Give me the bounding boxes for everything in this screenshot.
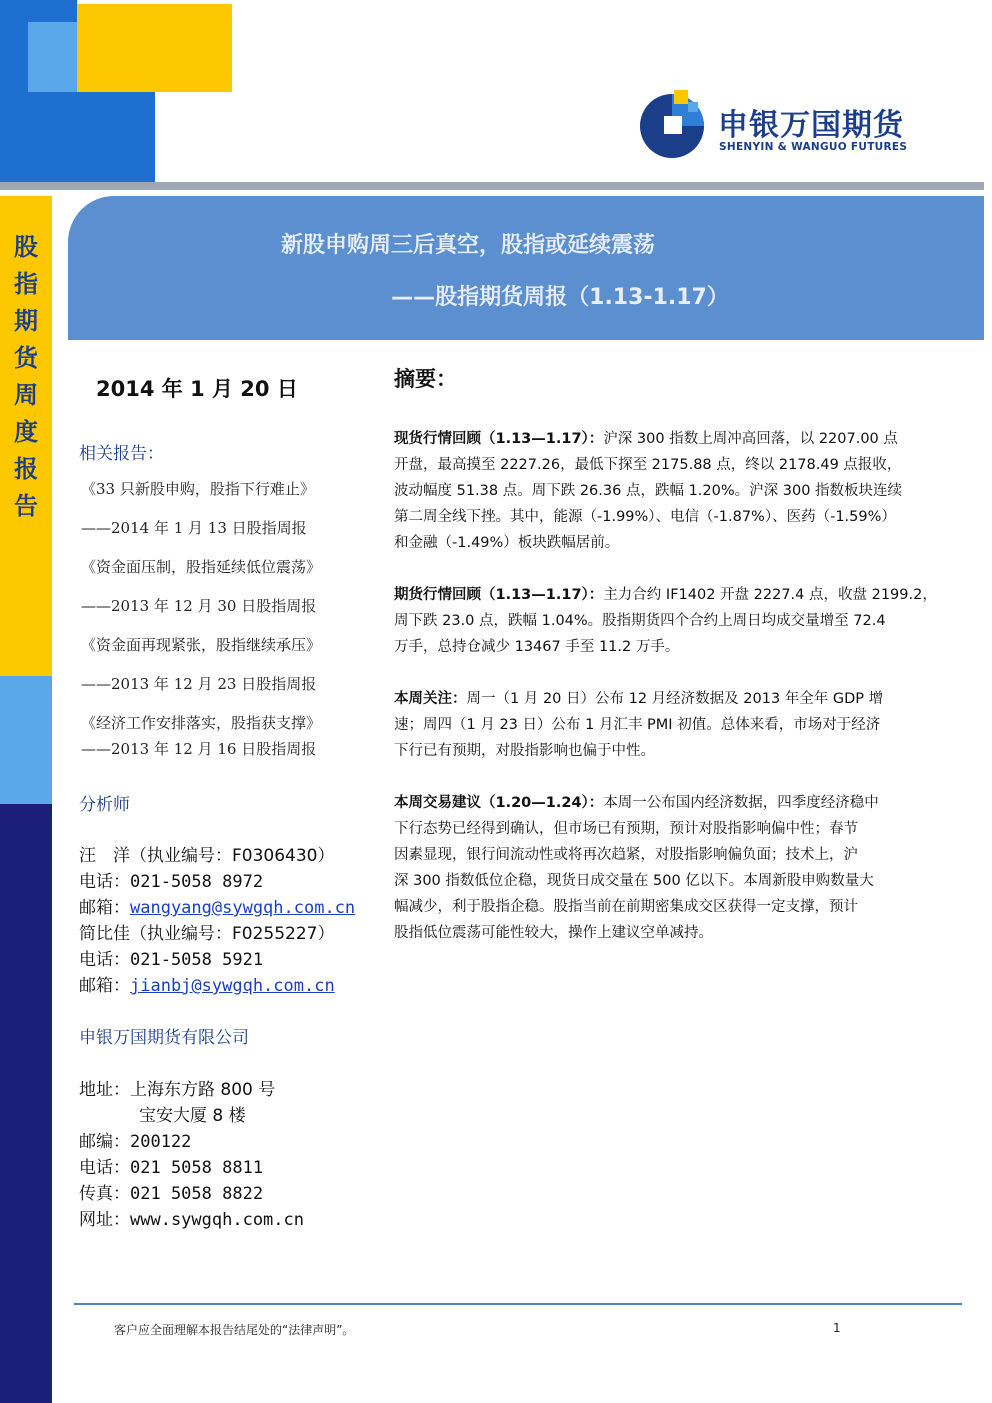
abstract-paragraph-focus	[394, 686, 960, 764]
report-subtitle: ——股指期货周报（1.13-1.17）	[391, 285, 729, 310]
email-label: 邮箱：	[79, 976, 130, 996]
paragraph-heading: 现货行情回顾（1.13—1.17）：	[394, 431, 604, 447]
abstract-heading: 摘要：	[394, 367, 457, 391]
company-website	[79, 1205, 304, 1230]
header-divider	[0, 182, 984, 190]
email-label: 邮箱：	[79, 898, 130, 918]
paragraph-line	[394, 686, 960, 712]
abstract-paragraph-futures	[394, 582, 960, 660]
paragraph-heading: 期货行情回顾（1.13—1.17）：	[394, 587, 604, 603]
company-name: 申银万国期货有限公司	[79, 1028, 249, 1048]
related-report-date: ——2013 年 12 月 23 日股指周报	[81, 675, 317, 693]
related-report-link[interactable]: 《资金面再现紧张，股指继续承压》	[81, 636, 322, 654]
company-zip	[79, 1127, 191, 1152]
paragraph-line: 深 300 指数低位企稳，现货日成交量在 500 亿以下。本周新股申购数量大	[394, 873, 874, 889]
sidebar-char: 货	[14, 343, 38, 372]
analyst-1-name: 汪 洋（执业编号：F0306430）	[79, 846, 335, 866]
company-address	[79, 1075, 275, 1100]
analyst-2-phone	[79, 945, 263, 970]
fax-value: 021 5058 8822	[130, 1184, 264, 1204]
analysts-heading: 分析师	[79, 795, 130, 815]
paragraph-line: 速；周四（1 月 23 日）公布 1 月汇丰 PMI 初值。总体来看，市场对于经济	[394, 717, 881, 733]
paragraph-heading: 本周关注：	[394, 691, 467, 707]
company-phone	[79, 1153, 263, 1178]
abstract-paragraph-spot	[394, 426, 960, 556]
address-line-1: 上海东方路 800 号	[130, 1080, 276, 1100]
zip-value: 200122	[130, 1132, 192, 1152]
sidebar-light-band	[0, 676, 52, 804]
related-report-link[interactable]: 《33 只新股申购，股指下行难止》	[81, 480, 315, 498]
fax-label: 传真：	[79, 1184, 130, 1204]
phone-label: 电话：	[79, 872, 130, 892]
sidebar-char: 报	[14, 454, 38, 483]
company-fax	[79, 1179, 263, 1204]
paragraph-line: 第二周全线下挫。其中，能源（-1.99%）、电信（-1.87%）、医药（-1.59%）	[394, 509, 896, 525]
phone-label: 电话：	[79, 1158, 130, 1178]
sidebar-char: 指	[14, 269, 38, 298]
line-text: 主力合约 IF1402 开盘 2227.4 点，收盘 2199.2，	[603, 587, 937, 603]
paragraph-line: 波动幅度 51.38 点。周下跌 26.36 点，跌幅 1.20%。沪深 300 指数板块连续	[394, 483, 903, 499]
footer-divider	[74, 1303, 962, 1305]
company-logo-icon	[638, 88, 710, 160]
sidebar-dark-band	[0, 804, 52, 1403]
sidebar-char: 股	[14, 232, 38, 261]
page-number: 1	[833, 1321, 841, 1335]
phone-value: 021-5058 5921	[130, 950, 264, 970]
paragraph-line: 开盘，最高摸至 2227.26，最低下探至 2175.88 点，终以 2178.49 点报收，	[394, 457, 902, 473]
paragraph-line: 万手，总持仓减少 13467 手至 11.2 万手。	[394, 639, 680, 655]
footer-disclaimer: 客户应全面理解本报告结尾处的“法律声明”。	[114, 1323, 355, 1337]
corner-block-light-blue	[28, 22, 77, 92]
analyst-2-email	[79, 971, 335, 996]
paragraph-line: 下行态势已经得到确认，但市场已有预期，预计对股指影响偏中性；春节	[394, 821, 858, 837]
paragraph-line: 幅减少，利于股指企稳。股指当前在前期密集成交区获得一定支撑，预计	[394, 899, 858, 915]
abstract-paragraph-advice	[394, 790, 960, 946]
company-logo-name: 申银万国期货	[718, 108, 904, 143]
email-link[interactable]: wangyang@sywgqh.com.cn	[130, 898, 356, 918]
paragraph-line	[394, 790, 960, 816]
line-text: 周一（1 月 20 日）公布 12 月经济数据及 2013 年全年 GDP 增	[466, 691, 884, 707]
related-report-date: ——2014 年 1 月 13 日股指周报	[81, 519, 307, 537]
analyst-1-phone	[79, 867, 263, 892]
related-report-link[interactable]: 《资金面压制，股指延续低位震荡》	[81, 558, 322, 576]
paragraph-line: 股指低位震荡可能性较大，操作上建议空单减持。	[394, 925, 713, 941]
corner-block-blue-lower	[77, 92, 155, 183]
paragraph-line: 下行已有预期，对股指影响也偏于中性。	[394, 743, 655, 759]
paragraph-line: 周下跌 23.0 点，跌幅 1.04%。股指期货四个合约上周日均成交量增至 72.4	[394, 613, 886, 629]
phone-label: 电话：	[79, 950, 130, 970]
report-date: 2014 年 1 月 20 日	[96, 377, 298, 401]
analyst-1-email	[79, 893, 355, 918]
analyst-2-name: 简比佳（执业编号：F0255227）	[79, 924, 335, 944]
sidebar-char: 期	[14, 306, 38, 335]
company-logo-english: SHENYIN & WANGUO FUTURES	[719, 141, 908, 153]
report-title: 新股申购周三后真空，股指或延续震荡	[280, 233, 655, 258]
phone-value: 021-5058 8972	[130, 872, 264, 892]
phone-value: 021 5058 8811	[130, 1158, 264, 1178]
website-link[interactable]: www.sywgqh.com.cn	[130, 1210, 304, 1230]
title-banner	[68, 196, 984, 340]
related-report-date: ——2013 年 12 月 16 日股指周报	[81, 740, 317, 758]
corner-block-yellow	[77, 4, 232, 92]
line-text: 沪深 300 指数上周冲高回落，以 2207.00 点	[603, 431, 898, 447]
related-reports-heading: 相关报告：	[79, 444, 164, 464]
paragraph-line	[394, 582, 960, 608]
address-line-2: 宝安大厦 8 楼	[139, 1106, 246, 1126]
related-report-link[interactable]: 《经济工作安排落实，股指获支撑》	[81, 714, 322, 732]
paragraph-line	[394, 426, 960, 452]
paragraph-heading: 本周交易建议（1.20—1.24）：	[394, 795, 604, 811]
address-label: 地址：	[79, 1080, 130, 1100]
sidebar-vertical-title	[0, 228, 52, 524]
sidebar-char: 度	[14, 417, 38, 446]
zip-label: 邮编：	[79, 1132, 130, 1152]
line-text: 本周一公布国内经济数据，四季度经济稳中	[603, 795, 879, 811]
related-report-date: ——2013 年 12 月 30 日股指周报	[81, 597, 317, 615]
sidebar-char: 周	[14, 380, 38, 409]
paragraph-line: 因素显现，银行间流动性或将再次趋紧，对股指影响偏负面；技术上，沪	[394, 847, 858, 863]
sidebar-char: 告	[14, 491, 38, 520]
paragraph-line: 和金融（-1.49%）板块跌幅居前。	[394, 535, 620, 551]
website-label: 网址：	[79, 1210, 130, 1230]
email-link[interactable]: jianbj@sywgqh.com.cn	[130, 976, 335, 996]
